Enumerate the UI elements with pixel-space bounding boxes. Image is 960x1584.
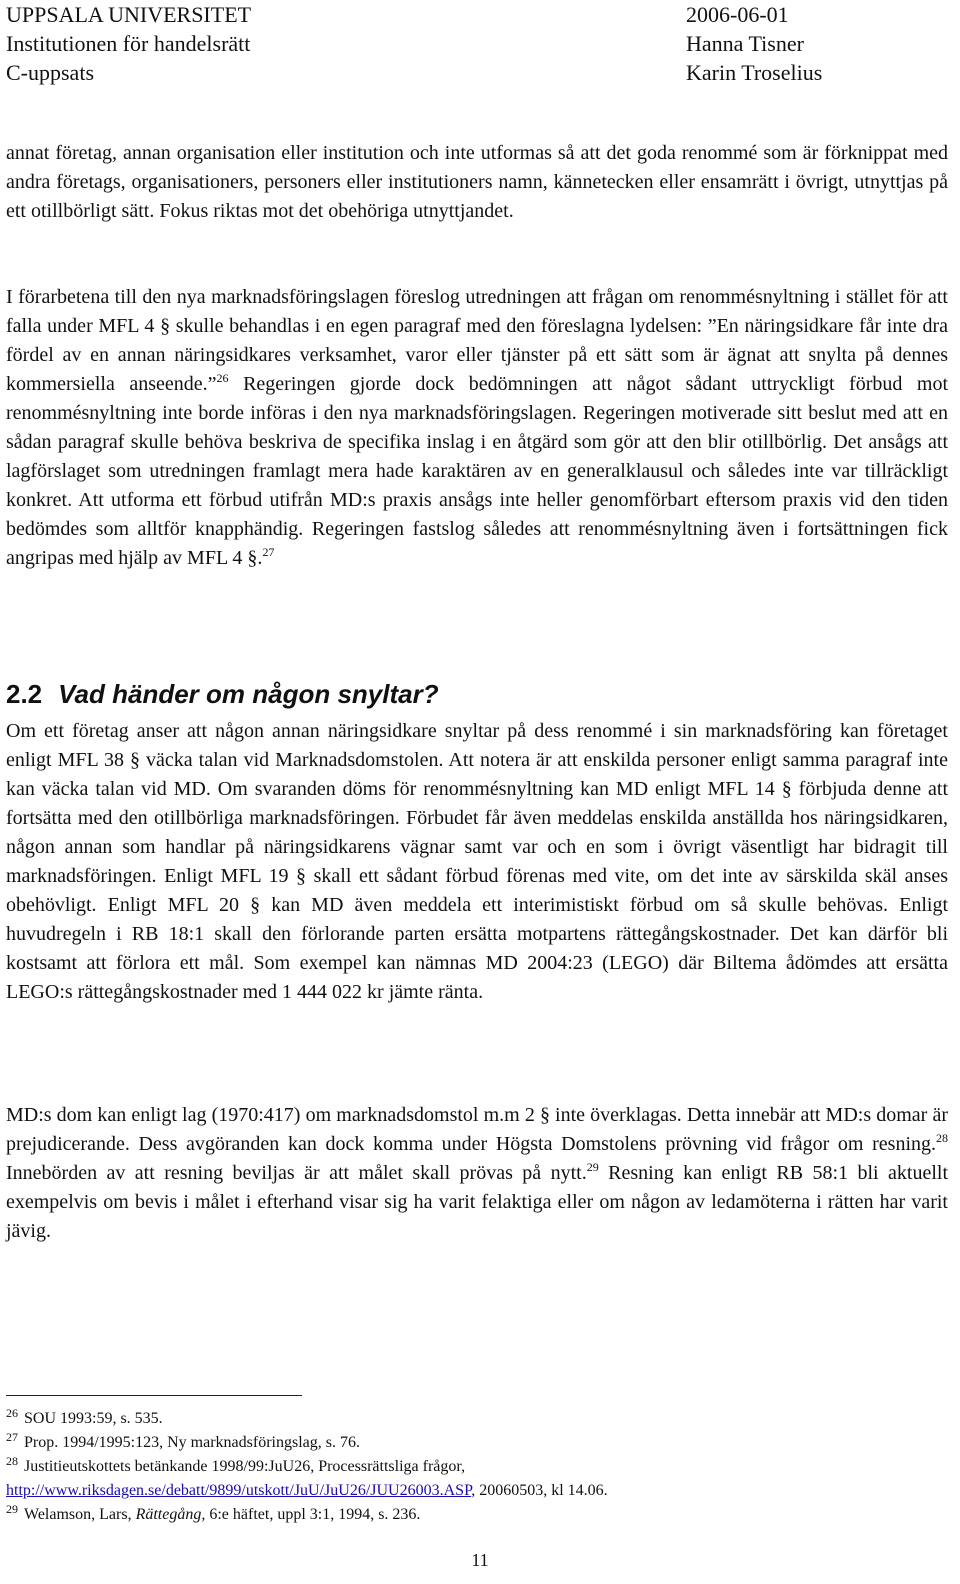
page-header [0, 0, 960, 90]
footnote-28-link-line [6, 1479, 946, 1503]
document-date: 2006-06-01 [686, 2, 789, 27]
riksdagen-link[interactable]: http://www.riksdagen.se/debatt/9899/utskott/JuU/JuU26/JUU26003.ASP [6, 1482, 472, 1499]
footnote-divider [6, 1395, 302, 1396]
body-paragraph-1 [6, 139, 948, 226]
paragraph-text-part: Innebörden av att resning beviljas är att målet skall prövas på nytt. [6, 1162, 587, 1184]
book-title: Rättegång, [135, 1506, 206, 1523]
author-2: Karin Troselius [686, 60, 823, 85]
footnote-number: 26 [6, 1406, 18, 1420]
footnote-text: Prop. 1994/1995:123, Ny marknadsföringslag, s. 76. [24, 1434, 360, 1451]
department-name: Institutionen för handelsrätt [6, 31, 251, 56]
paragraph-text [6, 283, 948, 573]
footnote-29 [6, 1503, 946, 1527]
paragraph-text [6, 1101, 948, 1246]
body-paragraph-4 [6, 1101, 948, 1246]
header-left [6, 0, 251, 87]
page-number: 11 [471, 1550, 489, 1570]
paragraph-text-part: Resning kan enligt RB 58:1 bli aktuellt exempelvis om bevis i målet i efterhand visar sig ha varit felaktiga eller om någon av ledamöterna i rätten har varit jävig. [6, 1162, 949, 1242]
section-number: 2.2 [6, 679, 43, 709]
body-paragraph-2 [6, 283, 948, 573]
section-heading [6, 677, 439, 711]
author-1: Hanna Tisner [686, 31, 804, 56]
footnote-26 [6, 1407, 946, 1431]
paragraph-text-part: MD:s dom kan enligt lag (1970:417) om marknadsdomstol m.m 2 § inte överklagas. Detta innebär att MD:s domar är prejudicerande. Dess avgöranden kan dock komma under Högsta Domstolens prövning vid frågor om resning. [6, 1104, 948, 1155]
section-title: Vad händer om någon snyltar? [58, 679, 439, 709]
footnote-28 [6, 1455, 946, 1479]
footnotes [6, 1407, 946, 1527]
footnote-text: Justitieutskottets betänkande 1998/99:JuU26, Processrättsliga frågor, [24, 1458, 466, 1475]
body-paragraph-3 [6, 717, 948, 1007]
header-right [686, 0, 822, 87]
paragraph-text: Om ett företag anser att någon annan näringsidkare snyltar på dess renommé i sin marknadsföring kan företaget enligt MFL 38 § väcka talan vid Marknadsdomstolen. Att notera är att enskilda personer enligt samma paragraf inte kan väcka talan vid MD. Om svaranden döms för renommésnyltning kan MD enligt MFL 14 § förbjuda denne att fortsätta med den otillbörliga marknadsföringen. Förbudet får även meddelas enskilda anställda hos näringsidkaren, någon annan som handlar på näringsidkarens vägnar samt var och en som i övrigt väsentligt har bidragit till marknadsföringen. Enligt MFL 19 § skall ett sådant förbud förenas med vite, om det inte av särskilda skäl anses obehövligt. Enligt MFL 20 § kan MD även meddela ett interimistiskt förbud om så skulle behövas. Enligt huvudregeln i RB 18:1 skall den förlorande parten ersätta motpartens rättegångskostnader. Det kan därför bli kostsamt att förlora ett mål. Som exempel kan nämnas MD 2004:23 (LEGO) där Biltema ådömdes att ersätta LEGO:s rättegångskostnader med 1 444 022 kr jämte ränta. [6, 720, 948, 1003]
footnote-number: 29 [6, 1502, 18, 1516]
footnote-number: 27 [6, 1430, 18, 1444]
footnote-number: 28 [6, 1454, 18, 1468]
footnote-text: , 20060503, kl 14.06. [471, 1482, 608, 1499]
footnote-27 [6, 1431, 946, 1455]
footnote-text: Welamson, Lars, [24, 1506, 136, 1523]
paragraph-text: annat företag, annan organisation eller institution och inte utformas så att det goda renommé som är förknippat med andra företags, organisationers, personers eller institutioners namn, kännetecken eller ensamrätt i övrigt, utnyttjas på ett otillbörligt sätt. Fokus riktas mot det obehöriga utnyttjandet. [6, 142, 948, 222]
footnote-ref-29[interactable]: 29 [586, 1160, 599, 1174]
footnote-ref-27[interactable]: 27 [262, 545, 275, 559]
footnote-ref-28[interactable]: 28 [936, 1131, 948, 1145]
paragraph-text-part: Regeringen gjorde dock bedömningen att något sådant uttryckligt förbud mot renommésnyltning inte borde införas i den nya marknadsföringslagen. Regeringen motiverade sitt beslut med att en sådan paragraf skulle behöva beskriva de specifika inslag i en åtgärd som gör att den blir otillbörlig. Det ansågs att lagförslaget som utredningen framlagt mera hade karaktären av en generalklausul och således inte var tillräckligt konkret. Att utforma ett förbud utifrån MD:s praxis ansågs inte heller genomförbart eftersom praxis vid den tiden bedömdes som alltför knapphändig. Regeringen fastslog således att renommésnyltning även i fortsättningen fick angripas med hjälp av MFL 4 §. [6, 373, 948, 569]
footnote-text: 6:e häftet, uppl 3:1, 1994, s. 236. [205, 1506, 421, 1523]
university-name: UPPSALA UNIVERSITET [6, 2, 252, 27]
paragraph-text-part: I förarbetena till den nya marknadsföringslagen föreslog utredningen att frågan om renommésnyltning i stället för att falla under MFL 4 § skulle behandlas i en egen paragraf med den föreslagna lydelsen: ”En näringsidkare får inte dra fördel av en annan näringsidkares verksamhet, varor eller tjänster på ett sätt som är ägnat att snylta på dennes kommersiella anseende.” [6, 286, 948, 395]
footnote-ref-26[interactable]: 26 [216, 371, 229, 385]
footnote-text: SOU 1993:59, s. 535. [24, 1410, 163, 1427]
document-type: C-uppsats [6, 60, 94, 85]
